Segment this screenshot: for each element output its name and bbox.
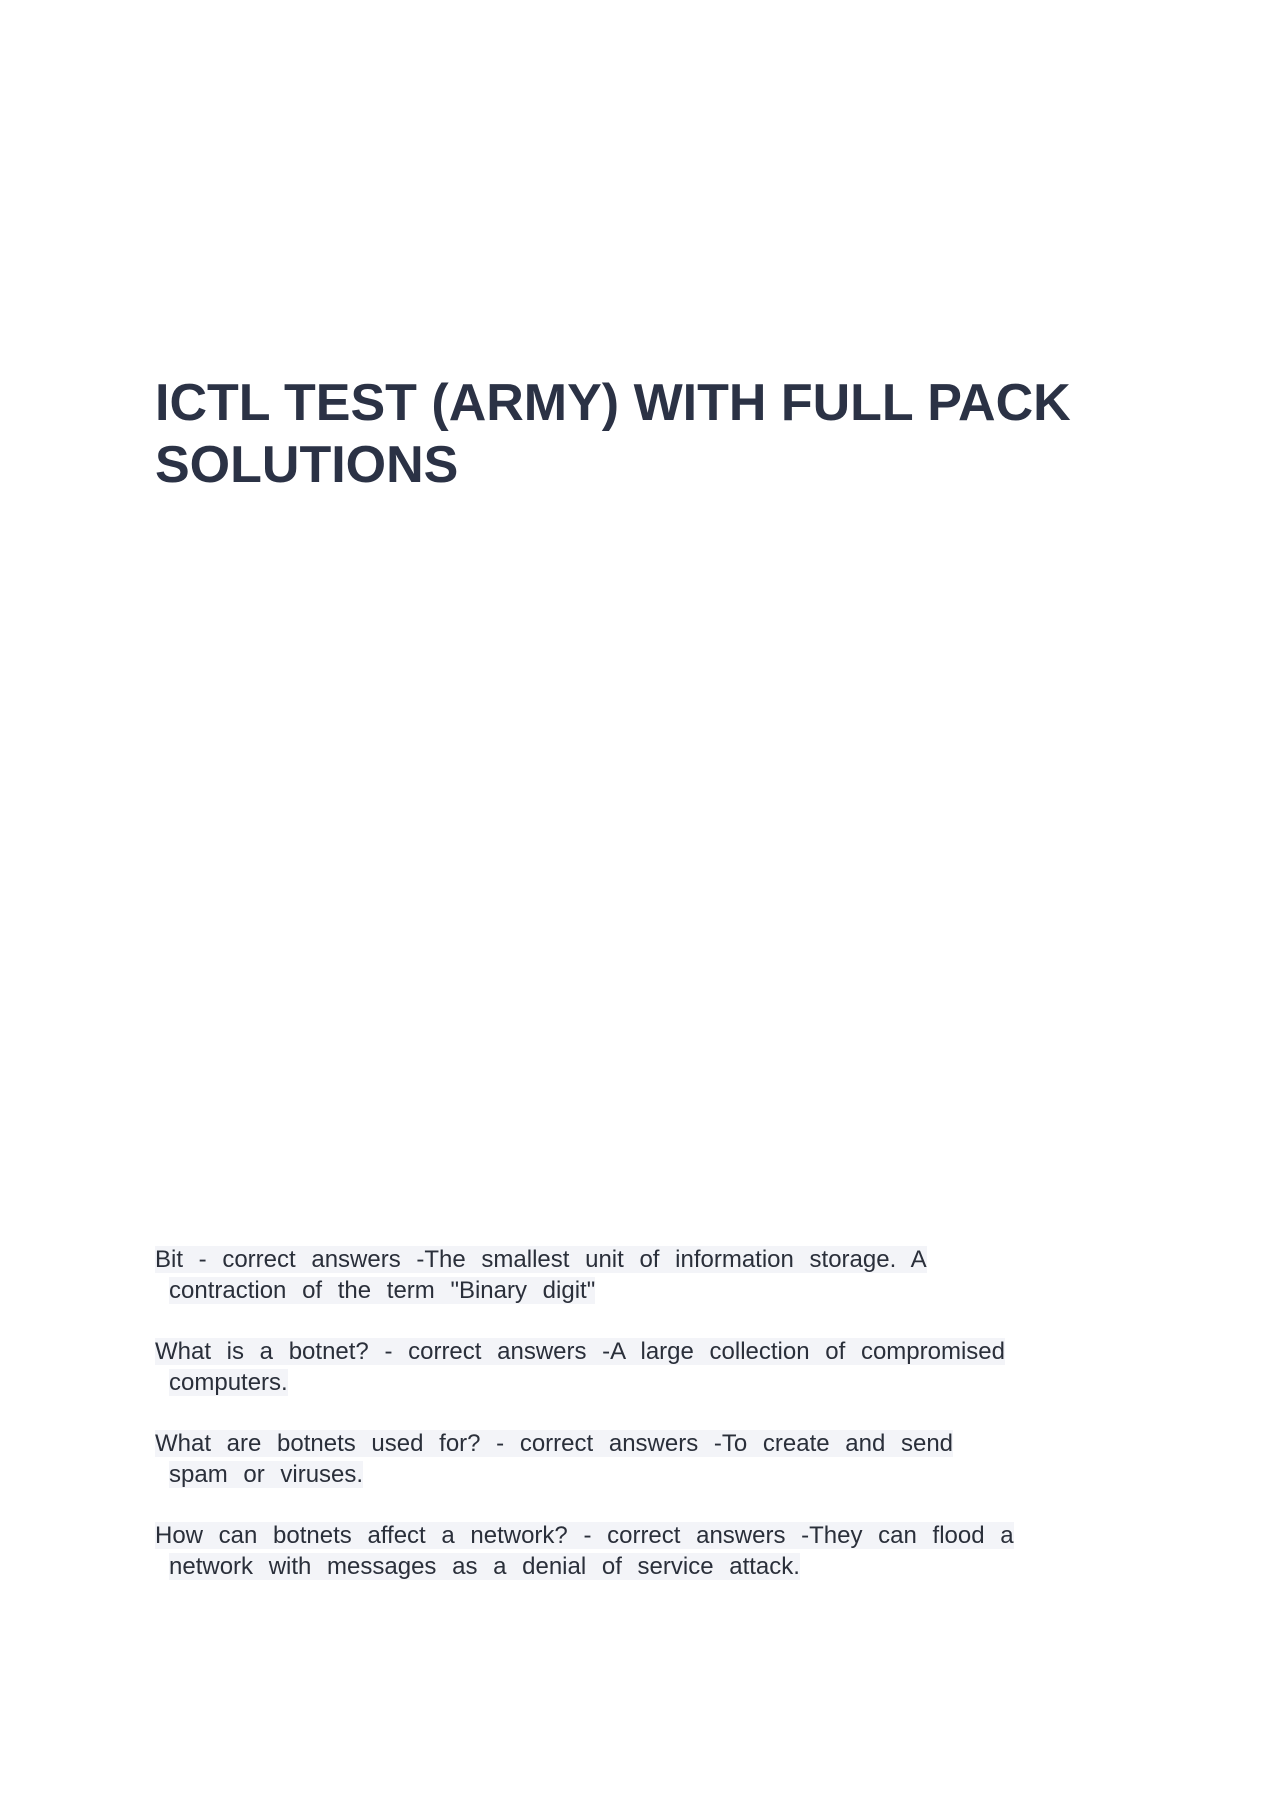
qa-text-line: contraction of the term "Binary digit" [169,1277,596,1304]
qa-text-line: computers. [169,1369,288,1396]
qa-list [155,1244,1115,1612]
document-title-line-1: ICTL TEST (ARMY) WITH FULL PACK [155,374,1071,432]
qa-item [155,1244,1115,1306]
qa-text-line: Bit - correct answers -The smallest unit of information storage. A [155,1246,927,1273]
qa-text-line: What are botnets used for? - correct answers -To create and send [155,1430,954,1457]
qa-text-line: network with messages as a denial of service attack. [169,1553,800,1580]
qa-item [155,1336,1115,1398]
document-title [155,372,1155,496]
qa-item [155,1520,1115,1582]
qa-item [155,1428,1115,1490]
qa-text-line: What is a botnet? - correct answers -A large collection of compromised [155,1338,1005,1365]
qa-text-line: spam or viruses. [169,1461,364,1488]
qa-text-line: How can botnets affect a network? - correct answers -They can flood a [155,1522,1014,1549]
document-title-line-2: SOLUTIONS [155,436,459,494]
